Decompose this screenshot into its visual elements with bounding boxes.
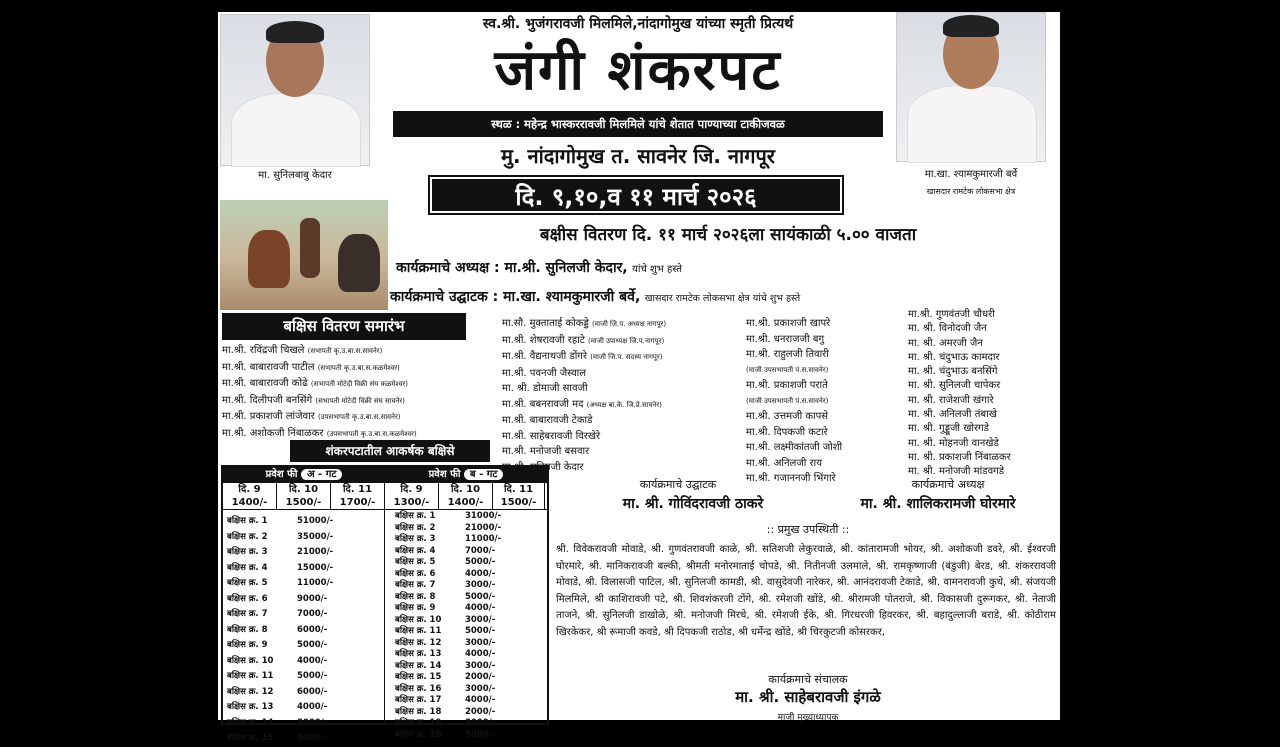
list-item: मा. श्री. मनोजजी मांडवगडे <box>908 466 1005 478</box>
list-item: मा. श्री. प्रकाशजी निंबाळकर <box>908 451 1011 463</box>
list-item: मा.श्री. साहेबरावजी विरखेरे <box>502 430 601 442</box>
list-item: मा.श्री. रविंद्रजी चिखले (सभापती कृ.उ.बा.स.सावनेर) <box>222 345 383 356</box>
inaugurator-line <box>390 287 1060 306</box>
prize-row: बक्षिस क्र. 9 5000/- <box>227 640 328 650</box>
guests-column-3 <box>908 308 1058 480</box>
group-b-prizes <box>385 510 547 740</box>
prize-table <box>221 465 549 743</box>
event-inaugurator-label: कार्यक्रमाचे उद्घाटक <box>639 478 717 491</box>
list-item: मा. श्री. गुड्डूजी खोरगडे <box>908 423 990 435</box>
ceremony-title: बक्षिस वितरण समारंभ <box>222 313 466 340</box>
prize-row: बक्षिस क्र. 4 15000/- <box>227 562 334 573</box>
list-item: मा.श्री. सतिषजी केदार <box>502 461 584 473</box>
prize-row: बक्षिस क्र. 12 3000/- <box>394 637 496 648</box>
prizes-title: शंकरपटातील आकर्षक बक्षिसे <box>290 440 490 462</box>
prize-row: बक्षिस क्र. 7 3000/- <box>394 580 496 590</box>
prize-row: बक्षिस क्र. 6 9000/- <box>227 593 328 604</box>
prize-row: बक्षिस क्र. 19 3000/- <box>394 718 496 728</box>
prize-row: बक्षिस क्र. 16 3000/- <box>394 683 496 694</box>
prize-row: बक्षिस क्र. 4 7000/- <box>394 545 496 556</box>
entry-fee-cell: दि. 9 1300/- <box>385 483 439 509</box>
president-label: कार्यक्रमाचे अध्यक्ष : मा.श्री. सुनिलजी केदार, <box>396 260 628 276</box>
left-photo-caption: मा. सुनिलबाबु केदार <box>258 170 332 181</box>
event-inaugurator-name: मा. श्री. गोविंदरावजी ठाकरे <box>622 496 764 512</box>
prize-row: बक्षिस क्र. 9 4000/- <box>394 603 496 613</box>
list-item: मा.श्री. धनराजजी बगु <box>746 333 825 345</box>
list-item: मा.श्री. लक्ष्मीकांतजी जोशी <box>746 442 843 453</box>
list-item: मा.श्री. प्रकाशजी पराते <box>746 380 828 391</box>
list-item: मा.सौ. मुक्ताताई कोकड्डे (माजी जि.प. अध्यक्ष नागपूर) <box>502 318 667 329</box>
prize-row: बक्षिस क्र. 7 7000/- <box>227 609 328 619</box>
prize-row: बक्षिस क्र. 5 5000/- <box>394 557 496 567</box>
event-president-name: मा. श्री. शालिकरामजी घोरमारे <box>860 496 1016 512</box>
prize-row: बक्षिस क्र. 15 5000/- <box>227 733 328 743</box>
list-item: मा.श्री. दिलीपजी बनसिंगे (सभापती मोटेदी विक्री संघ सावनेर) <box>222 394 405 406</box>
prize-table-header: प्रवेश फी अ - गट प्रवेश फी ब - गट <box>223 467 547 483</box>
presence-text: श्री. विवेकरावजी मोवाडे, श्री. गुणवंतरावजी काळे, श्री. सतिशजी लेकुरवाळे, श्री. कांतारामजी भोयर, श्री. अशोकजी डवरे, श्री. ईश्वरजी घोरमारे, श्री. मानिकरावजी बल्की, श्रीमती मनोरमाताई चोपडे, श्री. नितीनजी उलमाले, श्री. रामकृष्णाजी (बंडुजी) बेरड, श्री. शंकररावजी मोवाडे, श्री. विलासजी पाटिल, श्री. सुनिलजी कामडी, श्री. वासुदेवजी नारेकर, श्री. आनंदरावजी टेकाडे, श्री. वामनरावजी कुथे, श्री. संजयजी मिलमिले, श्री काशिरावजी पटे, श्री. शिवशंकरजी टोंगे, श्री. रमेशजी खोंडे, श्री. श्रीरामजी पोतराजे, श्री. विकासजी दुरूगकर, श्री. नेताजी ताजने, श्री. सुनिलजी डाखोळे, श्री. मनोजजी मिरचे, श्री. रमेशजी ईके, श्री. गिरधरजी हिवरकर, श्री. बहादुल्लाजी बराडे, श्री. कोठीराम खिरकेकर, श्री रूमाजी कवडे, श्री दिपकजी राठोड, श्री धर्मेन्द्र खोंडे, श्री चिरकुटजी कोसरकर, <box>556 544 1056 638</box>
place-line: मु. नांदागोमुख त. सावनेर जि. नागपूर <box>500 144 775 168</box>
prize-row: बक्षिस क्र. 2 21000/- <box>394 522 502 533</box>
dates-banner: दि. ९,१०,व ११ मार्च २०२६ <box>430 177 842 213</box>
prize-row: बक्षिस क्र. 13 4000/- <box>227 702 328 712</box>
list-item: मा. श्री. चंदुभाऊ कामदार <box>908 351 1000 363</box>
right-portrait-photo <box>896 12 1046 162</box>
prize-row: बक्षिस क्र. 11 5000/- <box>227 671 328 681</box>
conductor-name: मा. श्री. साहेबरावजी इंगळे <box>735 688 881 706</box>
prize-row: बक्षिस क्र. 3 21000/- <box>227 547 334 557</box>
list-item: मा. श्री. अनिलजी तंबाखे <box>908 409 997 421</box>
list-item: (माजी उपसभापती पं.स.सावनेर) <box>746 396 829 405</box>
prize-row: बक्षिस क्र. 8 6000/- <box>227 624 328 635</box>
prize-distribution-line: बक्षीस वितरण दि. ११ मार्च २०२६ला सायंकाळी ५.०० वाजता <box>539 225 917 245</box>
list-item: मा. श्री. विनोदजी जैन <box>908 323 987 335</box>
entry-fee-cell: दि. 9 1400/- <box>223 483 277 509</box>
list-item: मा.श्री. राहुलजी तिवारी <box>746 349 829 360</box>
bull-race-photo <box>220 200 388 310</box>
inaugurator-suffix: खासदार रामटेक लोकसभा क्षेत्र यांचे शुभ हस्ते <box>644 293 801 304</box>
president-line <box>396 258 1056 277</box>
list-item: मा.श्री. वैद्यनाथजी डोंगरे (माजी जि.प. सदस्य नागपूर) <box>502 351 663 362</box>
president-suffix: यांचे शुभ हस्ते <box>632 264 682 275</box>
event-president-label: कार्यक्रमाचे अध्यक्ष <box>911 478 985 491</box>
venue-banner: स्थळ : महेन्द्र भास्कररावजी मिलमिले यांचे शेतात पाण्याच्या टाकीजवळ <box>393 111 883 137</box>
list-item: मा.श्री. प्रकाशजी खापरे <box>746 318 831 329</box>
list-item: मा.श्री. बाबारावजी टेकाडे <box>502 415 593 426</box>
list-item: मा.श्री. गुणवंतजी चौधरी <box>908 309 995 320</box>
entry-fee-row <box>223 483 547 510</box>
entry-fee-cell: दि. 10 1400/- <box>439 483 493 509</box>
list-item: मा.श्री. अनिलजी राय <box>746 457 823 469</box>
list-item: मा.श्री. बाबारावजी कोढे (सभापती मोटेदी विक्री संघ कळमेश्वर) <box>222 378 408 389</box>
list-item: मा. श्री. राजेशजी खंगारे <box>908 394 994 406</box>
prize-row: बक्षिस क्र. 14 3000/- <box>394 660 496 671</box>
list-item: मा.श्री. प्रकाशजी लांजेवार (उपसभापती कृ.उ.बा.स.सावनेर) <box>222 411 401 422</box>
entry-fee-cell: दि. 11 1500/- <box>493 483 545 509</box>
memorial-line: स्व.श्री. भुजंगरावजी मिलमिले,नांदागोमुख यांच्या स्मृती प्रित्यर्थ <box>482 16 794 32</box>
guests-column-2 <box>746 316 906 487</box>
prize-row: बक्षिस क्र. 14 3000/- <box>227 717 328 728</box>
list-item: मा.श्री. पवनजी जैस्वाल <box>502 367 586 379</box>
right-photo-subcaption: खासदार रामटेक लोकसभा क्षेत्र <box>926 187 1016 196</box>
entry-fee-cell: दि. 10 1500/- <box>277 483 331 509</box>
prize-row: बक्षिस क्र. 20 5000/- <box>394 729 496 740</box>
list-item: मा.श्री. बबनरावजी मद (अध्यक्ष बा.के. जि.प्रे.सावनेर) <box>502 398 662 410</box>
presence-title: :: प्रमुख उपस्थिती :: <box>766 523 850 536</box>
group-b-label: ब - गट <box>464 469 504 480</box>
prize-row: बक्षिस क्र. 13 4000/- <box>394 649 496 659</box>
entry-fee-cell: दि. 11 1700/- <box>331 483 385 509</box>
list-item: मा.श्री. गजाननजी भिंगारे <box>746 473 836 484</box>
prize-row: बक्षिस क्र. 10 4000/- <box>227 655 328 666</box>
guests-column-1 <box>502 316 752 475</box>
list-item: मा.श्री. उत्तमजी कापसे <box>746 411 829 422</box>
conductor-sub: माजी मुख्याध्यापक <box>777 713 839 723</box>
right-photo-caption: मा.खा. श्यामकुमारजी बर्वे <box>924 169 1018 180</box>
list-item: मा. श्री. चंदुभाऊ बनसिंगे <box>908 366 998 378</box>
list-item: मा.श्री. दिपकजी कटारे <box>746 426 828 438</box>
prize-row: बक्षिस क्र. 15 2000/- <box>394 672 496 682</box>
list-item: मा.श्री. अशोकजी निंबाळकर (उपसभापती कृ.उ.बा.स.कळमेश्वर) <box>222 427 417 439</box>
prize-row: बक्षिस क्र. 1 31000/- <box>394 511 502 521</box>
list-item: (माजी उपसभापती पं.स.सावनेर) <box>746 365 829 374</box>
event-title: जंगी शंकरपट <box>494 38 782 103</box>
prize-row: बक्षिस क्र. 11 5000/- <box>394 626 496 636</box>
group-a-prizes <box>223 510 385 743</box>
list-item: मा. श्री. डोमाजी सावजी <box>502 383 588 394</box>
prize-row: बक्षिस क्र. 12 6000/- <box>227 686 328 697</box>
prize-row: बक्षिस क्र. 17 4000/- <box>394 695 496 705</box>
list-item: मा.श्री. बाबारावजी पाटील (सभापती कृ.उ.बा.स.कळमेश्वर) <box>222 361 400 373</box>
conductor-label: कार्यक्रमाचे संचालक <box>768 673 848 686</box>
left-portrait-photo <box>220 14 370 166</box>
prize-row: बक्षिस क्र. 18 2000/- <box>394 706 496 717</box>
ceremony-list <box>222 343 502 442</box>
prize-row: बक्षिस क्र. 10 3000/- <box>394 614 496 625</box>
group-a-label: अ - गट <box>301 469 342 480</box>
prize-row: बक्षिस क्र. 6 4000/- <box>394 568 496 579</box>
prize-row: बक्षिस क्र. 5 11000/- <box>227 578 334 588</box>
prize-row: बक्षिस क्र. 2 35000/- <box>227 531 334 542</box>
list-item: मा. श्री. अमरजी जैन <box>908 337 983 349</box>
list-item: मा. श्री. सुनिलजी चापेकर <box>908 380 1001 392</box>
inaugurator-label: कार्यक्रमाचे उद्घाटक : मा.खा. श्यामकुमारजी बर्वे, <box>390 289 641 305</box>
prize-row: बक्षिस क्र. 8 5000/- <box>394 591 496 602</box>
prize-row: बक्षिस क्र. 3 11000/- <box>394 534 502 544</box>
prize-row: बक्षिस क्र. 1 51000/- <box>227 516 334 526</box>
list-item: मा.श्री. शेषरावजी रहाटे (माजी उपाध्यक्ष जि.प.नागपूर) <box>502 334 665 346</box>
poster <box>218 12 1060 743</box>
list-item: मा. श्री. मोहनजी वानखेडे <box>908 437 999 449</box>
list-item: मा.श्री. मनोजजी बसवार <box>502 446 590 457</box>
